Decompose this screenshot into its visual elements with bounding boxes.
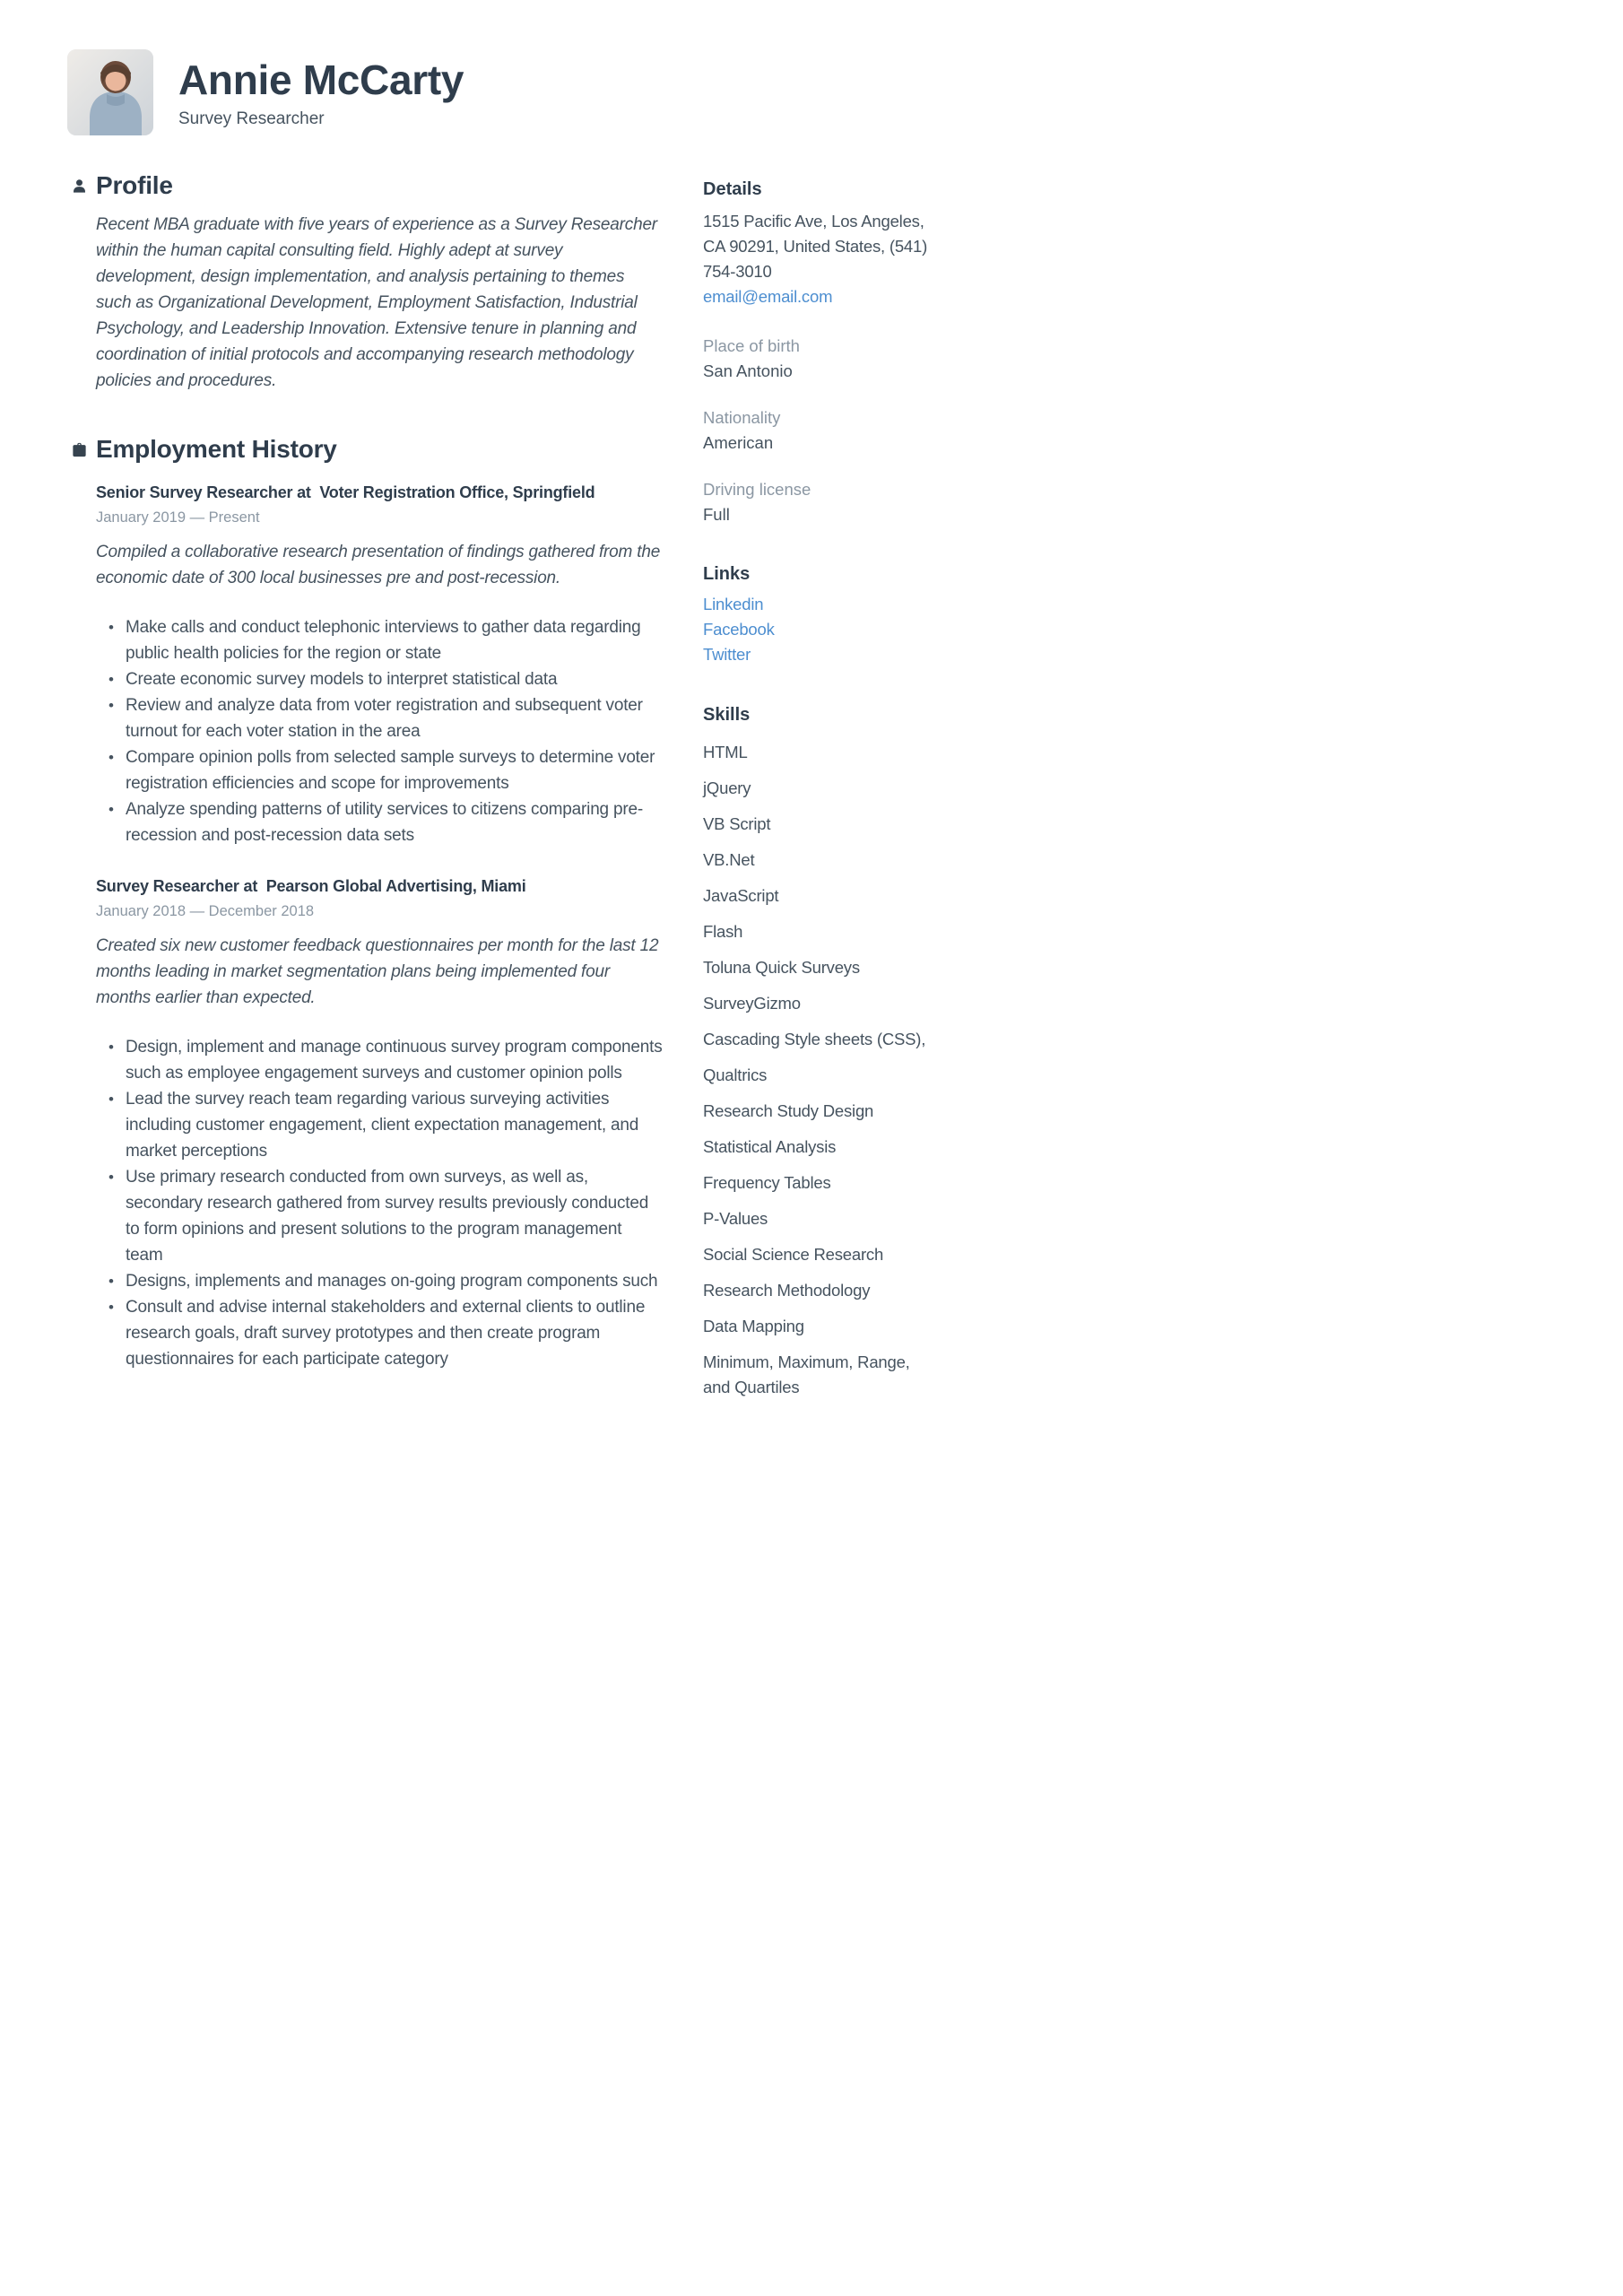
job-bullet: • Lead the survey reach team regarding various surveying activities including customer engagement, client expectation management, and market perceptions: [96, 1086, 663, 1164]
job-summary: Compiled a collaborative research presentation of findings gathered from the economic date of 300 local businesses pre and post-recession.: [96, 543, 661, 587]
skill-item: Flash: [703, 922, 743, 941]
briefcase-icon: [71, 440, 89, 458]
place-of-birth-value: San Antonio: [703, 361, 793, 380]
job-period: January 2019 — Present: [96, 509, 260, 526]
driving-license-value: Full: [703, 505, 730, 524]
candidate-name: Annie McCarty: [178, 57, 464, 103]
social-links: [703, 592, 934, 667]
employment-section-heading: [71, 435, 663, 464]
skill-item: Minimum, Maximum, Range, and Quartiles: [703, 1352, 910, 1396]
skill-item: Research Methodology: [703, 1281, 871, 1300]
skill-item: Social Science Research: [703, 1245, 884, 1264]
place-of-birth-label: Place of birth: [703, 336, 800, 355]
profile-text: Recent MBA graduate with five years of experience as a Survey Researcher within the human capital consulting field. Highly adept at survey development, design implementation, and analysis pertaining to themes such as Organizational Development, Employment Satisfaction, Industrial Psychology, and Leadership Innovation. Extensive tenure in planning and coordination of initial protocols and accompanying research methodology policies and procedures.: [96, 215, 657, 390]
skill-item: HTML: [703, 743, 748, 761]
skill-item: JavaScript: [703, 886, 779, 905]
nationality-value: American: [703, 433, 774, 452]
skill-item: SurveyGizmo: [703, 994, 801, 1013]
links-heading: Links: [703, 564, 751, 584]
employment-heading: Employment History: [96, 435, 337, 463]
profile-heading: Profile: [96, 171, 173, 199]
skill-item: Statistical Analysis: [703, 1137, 837, 1156]
details-heading: Details: [703, 179, 762, 199]
skill-item: Cascading Style sheets (CSS),: [703, 1030, 926, 1048]
profile-section-heading: [71, 171, 663, 200]
candidate-title: Survey Researcher: [178, 109, 325, 129]
email-link[interactable]: email@email.com: [703, 287, 833, 306]
employment-section: [96, 435, 663, 1372]
skill-item: Data Mapping: [703, 1317, 804, 1335]
job-bullet: • Use primary research conducted from own surveys, as well as, secondary research gathered from survey results previously conducted to form opinions and present solutions to the program management team: [96, 1164, 663, 1268]
skill-item: VB Script: [703, 814, 771, 833]
skill-item: VB.Net: [703, 850, 755, 869]
nationality-label: Nationality: [703, 408, 781, 427]
header: [0, 0, 1623, 135]
header-text: [178, 49, 464, 129]
job-title: Senior Survey Researcher at Voter Registration Office, Springfield: [96, 483, 595, 501]
job-bullet: • Make calls and conduct telephonic interviews to gather data regarding public health policies for the region or state: [96, 614, 663, 666]
profile-section: [96, 171, 663, 394]
skill-item: P-Values: [703, 1209, 768, 1228]
social-link[interactable]: Facebook: [703, 620, 775, 639]
skill-item: Frequency Tables: [703, 1173, 831, 1192]
job-bullet-list: [96, 1034, 663, 1372]
main-column: [96, 171, 663, 1372]
skill-item: Qualtrics: [703, 1065, 768, 1084]
skills-list: [703, 740, 934, 1400]
job-bullet: • Create economic survey models to interpret statistical data: [96, 666, 663, 692]
profile-photo: [67, 49, 153, 135]
job-bullet: • Compare opinion polls from selected sample surveys to determine voter registration efficiencies and scope for improvements: [96, 744, 663, 796]
job-entry-2: [96, 877, 663, 1372]
job-summary: Created six new customer feedback questionnaires per month for the last 12 months leading in market segmentation plans being implemented four months earlier than expected.: [96, 936, 659, 1007]
job-bullet: • Design, implement and manage continuous survey program components such as employee engagement surveys and customer opinion polls: [96, 1034, 663, 1086]
profile-photo-illustration: [67, 49, 153, 135]
job-bullet-list: [96, 614, 663, 848]
skill-item: jQuery: [703, 778, 751, 797]
driving-license-label: Driving license: [703, 480, 812, 499]
social-link[interactable]: Twitter: [703, 645, 751, 664]
body-columns: [0, 171, 1623, 1411]
job-title: Survey Researcher at Pearson Global Advertising, Miami: [96, 877, 526, 895]
job-period: January 2018 — December 2018: [96, 903, 315, 919]
skill-item: Toluna Quick Surveys: [703, 958, 860, 977]
job-bullet: • Review and analyze data from voter registration and subsequent voter turnout for each voter station in the area: [96, 692, 663, 744]
person-icon: [71, 177, 89, 195]
sidebar-column: [703, 171, 934, 1411]
skill-item: Research Study Design: [703, 1101, 874, 1120]
job-entry-1: [96, 483, 663, 848]
job-bullet: • Consult and advise internal stakeholders and external clients to outline research goals, draft survey prototypes and then create program questionnaires for each participate category: [96, 1294, 663, 1372]
job-bullet: • Analyze spending patterns of utility services to citizens comparing pre-recession and post-recession data sets: [96, 796, 663, 848]
job-bullet: • Designs, implements and manages on-going program components such: [96, 1268, 663, 1294]
social-link[interactable]: Linkedin: [703, 595, 764, 613]
address: 1515 Pacific Ave, Los Angeles, CA 90291, United States, (541) 754-3010: [703, 212, 928, 281]
skills-heading: Skills: [703, 705, 751, 725]
